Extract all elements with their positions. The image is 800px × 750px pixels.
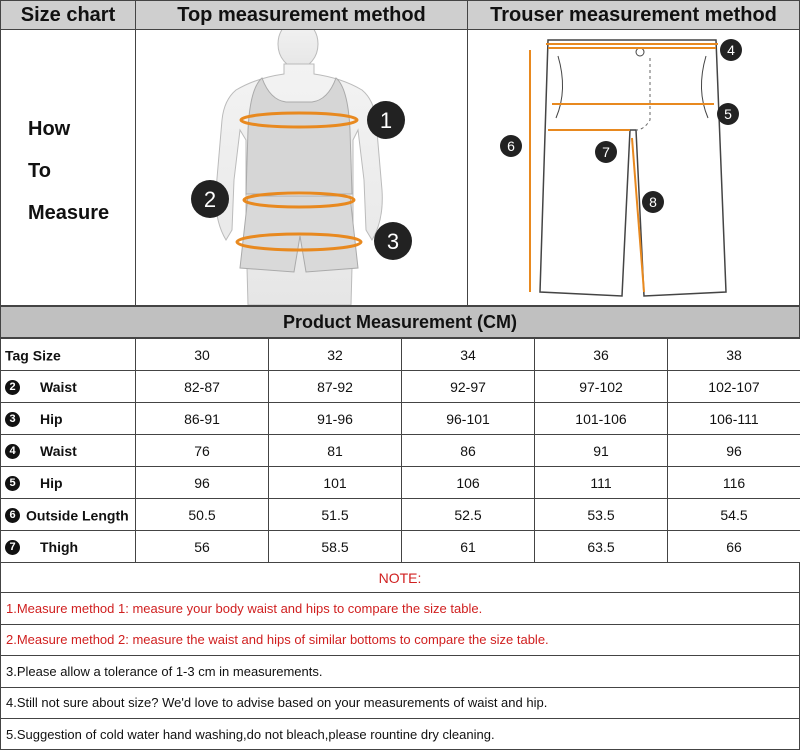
row-label xyxy=(1,531,136,563)
table-cell: 32 xyxy=(269,339,402,371)
table-row xyxy=(1,467,800,499)
table-cell: 91 xyxy=(535,435,668,467)
row-label-text: Outside Length xyxy=(26,507,129,523)
row-label xyxy=(1,499,136,531)
product-measurement-banner: Product Measurement (CM) xyxy=(0,306,800,338)
table-cell: 106 xyxy=(402,467,535,499)
table-cell: 61 xyxy=(402,531,535,563)
top-method-header: Top measurement method xyxy=(135,0,468,30)
row-label xyxy=(1,467,136,499)
row-number-icon: 4 xyxy=(5,444,20,459)
table-cell: 54.5 xyxy=(668,499,800,531)
table-cell: 82-87 xyxy=(136,371,269,403)
row-label-text: Tag Size xyxy=(5,347,61,363)
table-cell: 53.5 xyxy=(535,499,668,531)
how-to-measure-text xyxy=(28,108,109,234)
table-cell: 52.5 xyxy=(402,499,535,531)
table-cell: 111 xyxy=(535,467,668,499)
note-item: 1.Measure method 1: measure your body waist and hips to compare the size table. xyxy=(0,593,800,624)
table-cell: 34 xyxy=(402,339,535,371)
table-cell: 91-96 xyxy=(269,403,402,435)
table-row xyxy=(1,371,800,403)
table-cell: 97-102 xyxy=(535,371,668,403)
svg-text:7: 7 xyxy=(602,144,610,160)
svg-text:3: 3 xyxy=(387,229,399,254)
table-cell: 96 xyxy=(136,467,269,499)
table-cell: 30 xyxy=(136,339,269,371)
table-row xyxy=(1,403,800,435)
table-cell: 76 xyxy=(136,435,269,467)
marker-2-icon xyxy=(191,180,229,218)
measurement-table xyxy=(0,338,800,563)
table-row xyxy=(1,339,800,371)
row-label-text: Waist xyxy=(26,379,77,395)
table-cell: 81 xyxy=(269,435,402,467)
trouser-measurement-panel xyxy=(467,30,800,306)
note-item: 5.Suggestion of cold water hand washing,do not bleach,please rountine dry cleaning. xyxy=(0,719,800,750)
to-word: To xyxy=(28,150,109,192)
row-label-text: Hip xyxy=(26,411,63,427)
trouser-method-header: Trouser measurement method xyxy=(467,0,800,30)
table-cell: 106-111 xyxy=(668,403,800,435)
table-row xyxy=(1,499,800,531)
row-label xyxy=(1,339,136,371)
marker-5-icon xyxy=(717,103,739,125)
table-cell: 63.5 xyxy=(535,531,668,563)
table-cell: 96 xyxy=(668,435,800,467)
table-cell: 56 xyxy=(136,531,269,563)
row-label xyxy=(1,403,136,435)
table-cell: 66 xyxy=(668,531,800,563)
table-cell: 86-91 xyxy=(136,403,269,435)
row-number-icon: 6 xyxy=(5,508,20,523)
table-cell: 86 xyxy=(402,435,535,467)
note-item: 3.Please allow a tolerance of 1-3 cm in measurements. xyxy=(0,656,800,687)
measure-word: Measure xyxy=(28,192,109,234)
marker-1-icon xyxy=(367,101,405,139)
svg-text:1: 1 xyxy=(380,108,392,133)
table-row xyxy=(1,435,800,467)
table-cell: 58.5 xyxy=(269,531,402,563)
table-cell: 101-106 xyxy=(535,403,668,435)
notes-section xyxy=(0,562,800,750)
top-measurement-panel xyxy=(135,30,468,306)
marker-3-icon xyxy=(374,222,412,260)
row-label xyxy=(1,371,136,403)
row-number-icon: 7 xyxy=(5,540,20,555)
table-cell: 50.5 xyxy=(136,499,269,531)
table-cell: 87-92 xyxy=(269,371,402,403)
body-figure-illustration xyxy=(136,30,467,305)
svg-text:2: 2 xyxy=(204,187,216,212)
table-cell: 38 xyxy=(668,339,800,371)
svg-text:5: 5 xyxy=(724,106,732,122)
marker-7-icon xyxy=(595,141,617,163)
table-cell: 51.5 xyxy=(269,499,402,531)
row-number-icon: 5 xyxy=(5,476,20,491)
marker-8-icon xyxy=(642,191,664,213)
svg-text:4: 4 xyxy=(727,42,735,58)
row-label-text: Waist xyxy=(26,443,77,459)
row-label xyxy=(1,435,136,467)
how-to-measure-panel xyxy=(0,30,136,306)
row-number-icon: 3 xyxy=(5,412,20,427)
table-cell: 116 xyxy=(668,467,800,499)
table-cell: 92-97 xyxy=(402,371,535,403)
table-cell: 96-101 xyxy=(402,403,535,435)
trouser-illustration xyxy=(468,30,799,305)
note-item: 4.Still not sure about size? We'd love to advise based on your measurements of waist and hip. xyxy=(0,688,800,719)
row-label-text: Hip xyxy=(26,475,63,491)
table-cell: 102-107 xyxy=(668,371,800,403)
how-word: How xyxy=(28,108,109,150)
note-item: 2.Measure method 2: measure the waist and hips of similar bottoms to compare the size table. xyxy=(0,625,800,656)
svg-text:8: 8 xyxy=(649,194,657,210)
row-label-text: Thigh xyxy=(26,539,78,555)
table-cell: 101 xyxy=(269,467,402,499)
row-number-icon: 2 xyxy=(5,380,20,395)
marker-4-icon xyxy=(720,39,742,61)
notes-title: NOTE: xyxy=(0,562,800,593)
table-row xyxy=(1,531,800,563)
marker-6-icon xyxy=(500,135,522,157)
table-cell: 36 xyxy=(535,339,668,371)
svg-text:6: 6 xyxy=(507,138,515,154)
size-chart-header: Size chart xyxy=(0,0,136,30)
trouser-outline xyxy=(540,40,726,296)
